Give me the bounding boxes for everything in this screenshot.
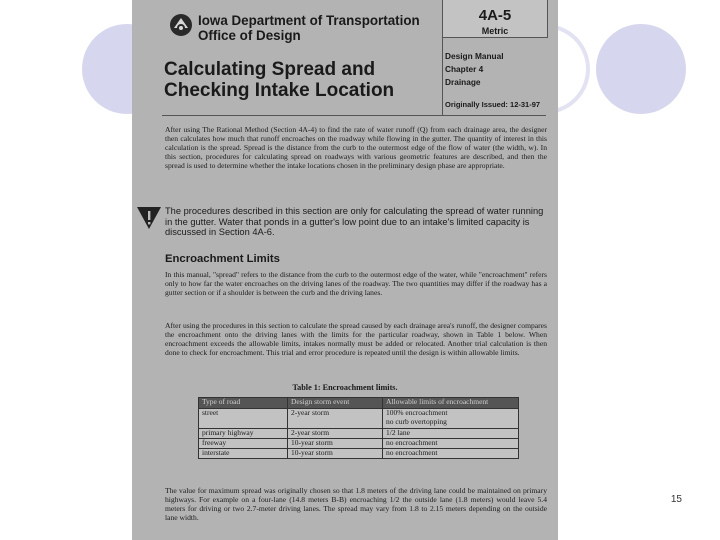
header-vertical-rule: [442, 37, 443, 115]
table-cell-storm: 2-year storm: [288, 409, 383, 429]
table-cell-limit: 1/2 lane: [383, 429, 519, 439]
section-id-box: [442, 0, 548, 38]
closing-paragraph: The value for maximum spread was originally chosen so that 1.8 meters of the driving lane could be maintained on primary highways. For example on a four-lane (14.8 meters B-B) encroaching 1/2 the outside lane (1.8 meters) would leave 5.4 meters for driving or two 2.7-meter driving lanes. The spread may vary from 1.8 to 2.15 meters depending on the outside lane width.: [165, 486, 547, 522]
warning-icon: [137, 205, 161, 236]
table-cell-limit: no encroachment: [383, 449, 519, 459]
encroachment-paragraph-1: In this manual, "spread" refers to the distance from the curb to the outermost edge of the water, while "encroachment" refers only to how far the water encroaches on the driving lanes of the roadway. The two quantities may differ if the roadway has a gutter section or if a shoulder is between the curb and the driving lanes.: [165, 270, 547, 297]
issue-date: Originally Issued: 12-31-97: [445, 100, 541, 109]
table-cell-storm: 10-year storm: [288, 449, 383, 459]
table-cell-storm: 10-year storm: [288, 439, 383, 449]
limit-line-2: no curb overtopping: [386, 416, 447, 426]
decorative-circle-right: [596, 24, 686, 114]
table-cell-storm: 2-year storm: [288, 429, 383, 439]
section-id: 4A-5: [478, 7, 512, 24]
document-title: [164, 59, 394, 101]
title-line-1: Calculating Spread and: [164, 59, 376, 80]
table-cell-road: freeway: [199, 439, 288, 449]
iowa-dot-logo-icon: [170, 14, 192, 36]
manual-reference: [445, 50, 504, 89]
table-cell-limit: no encroachment: [383, 439, 519, 449]
table-caption: Table 1: Encroachment limits.: [292, 383, 398, 392]
column-header: Type of road: [199, 398, 288, 409]
table-header-row: [199, 398, 519, 409]
table-cell-road: street: [199, 409, 288, 429]
title-line-2: Checking Intake Location: [164, 80, 395, 101]
page-number: 15: [670, 494, 682, 505]
agency-line-1: Iowa Department of Transportation: [198, 13, 420, 28]
warning-note: The procedures described in this section are only for calculating the spread of water running in the gutter. Water that ponds in a gutter's low point due to an intake's limited capacity is discussed in Section 4A-6.: [165, 206, 544, 238]
table-row: [199, 429, 519, 439]
table-cell-limit: [383, 409, 519, 429]
section-heading: Encroachment Limits: [165, 253, 280, 265]
topic-label: Drainage: [445, 77, 481, 87]
manual-name: Design Manual: [445, 51, 504, 61]
agency-line-2: Office of Design: [198, 28, 301, 43]
chapter-label: Chapter 4: [445, 64, 484, 74]
limit-line-1: 100% encroachment: [386, 408, 448, 417]
table-cell-road: interstate: [199, 449, 288, 459]
intro-paragraph: After using The Rational Method (Section 4A-4) to find the rate of water runoff (Q) from each drainage area, the designer then calculates how much that runoff encroaches on the roadway while flowing in the gutter. The quantity of interest in this calculation is the spread. Spread is the distance from the curb to the outermost edge of the flow of water (the width, w). In this section, procedures for calculating spread on roadways with various geometric features are described, and then the spread is used to determine whether the intake locations chosen in the preliminary design phase are appropriate.: [165, 125, 547, 170]
table-cell-road: primary highway: [199, 429, 288, 439]
table-row: [199, 439, 519, 449]
column-header: Design storm event: [288, 398, 383, 409]
scanned-document-page: [132, 0, 558, 540]
encroachment-limits-table: [198, 397, 519, 459]
column-header: Allowable limits of encroachment: [383, 398, 519, 409]
encroachment-paragraph-2: After using the procedures in this section to calculate the spread caused by each drainage area's runoff, the designer compares the encroachment onto the driving lanes with the limits for the particular roadway, shown in Table 1 below. When encroachment exceeds the allowable limits, intakes normally must be added or relocated. Another trial calculation is then done to check for encroachment. This trial and error procedure is repeated until the design is within allowable limits.: [165, 321, 547, 357]
table-row: [199, 449, 519, 459]
table-row: [199, 409, 519, 429]
units-label: Metric: [481, 26, 509, 36]
header-horizontal-rule: [162, 115, 546, 116]
agency-name: [198, 13, 420, 43]
